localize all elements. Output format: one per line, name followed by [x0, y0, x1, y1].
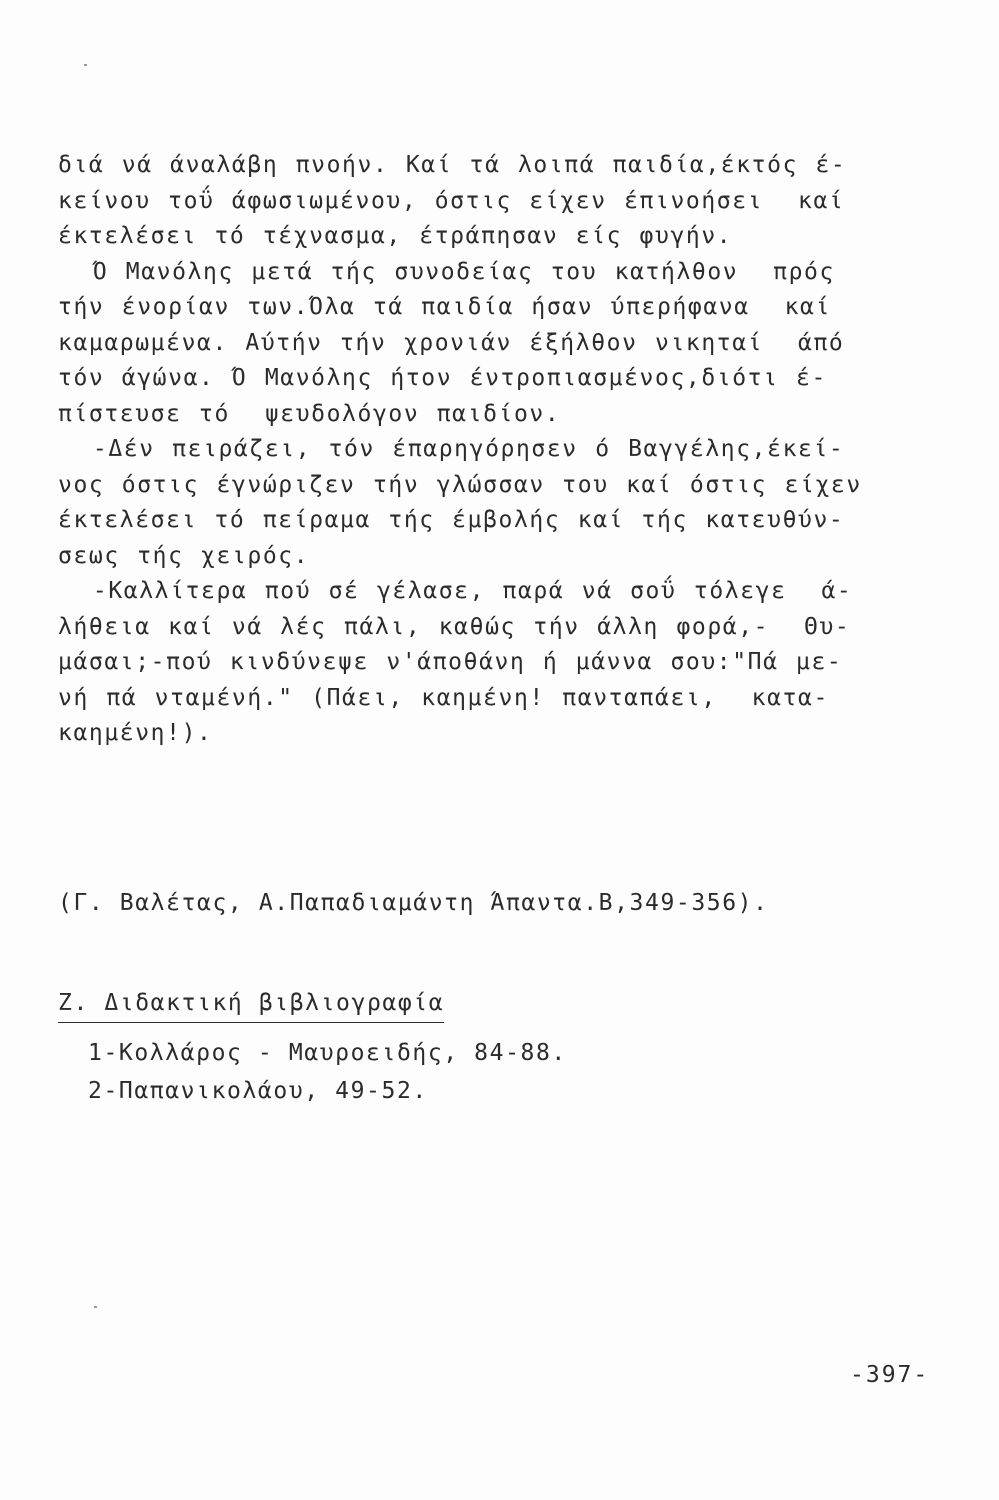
bibliography-item: 1-Κολλάρος - Μαυροειδής, 84-88.	[88, 1040, 567, 1066]
text-line: σεως τής χειρός.	[58, 542, 310, 569]
text-line: τόν άγώνα. Ό Μανόλης ήτον έντροπιασμένος,διότι έ-	[58, 365, 827, 391]
text-line: τήν ένορίαν των.Όλα τά παιδία ήσαν ύπερήφανα καί	[58, 294, 831, 320]
text-line: διά νά άναλάβη πνοήν. Καί τά λοιπά παιδία,έκτός έ-	[58, 152, 847, 178]
scan-speck	[94, 1306, 97, 1308]
text-line: καημένη!).	[58, 720, 213, 746]
body-text	[58, 148, 918, 752]
text-line: μάσαι;-πού κινδύνεψε ν'άποθάνη ή μάννα σου:"Πά με-	[58, 649, 843, 675]
bibliography-item: 2-Παπανικολάου, 49-52.	[88, 1078, 428, 1104]
text-line: νή πά νταμένή." (Πάει, καημένη! πανταπάει, κατα-	[58, 684, 829, 711]
source-citation: (Γ. Βαλέτας, Α.Παπαδιαμάντη Άπαντα.Β,349-356).	[58, 890, 769, 916]
text-line: πίστευσε τό ψευδολόγον παιδίον.	[58, 400, 561, 427]
page-number: -397-	[850, 1362, 930, 1388]
text-line: κείνου τοΰ άφωσιωμένου, όστις είχεν έπινοήσει καί	[58, 187, 845, 214]
text-line: έκτελέσει τό πείραμα τής έμβολής καί τής κατευθύν-	[58, 507, 845, 533]
text-line: -Καλλίτερα πού σέ γέλασε, παρά νά σοΰ τόλεγε ά-	[58, 578, 853, 604]
bibliography-list	[88, 1034, 567, 1110]
scan-speck	[84, 64, 87, 66]
bibliography-heading: Ζ. Διδακτική βιβλιογραφία	[58, 990, 444, 1023]
text-line: καμαρωμένα. Αύτήν τήν χρονιάν έξήλθον νικηταί άπό	[58, 329, 845, 356]
text-line: νος όστις έγνώριζεν τήν γλώσσαν του καί όστις είχεν	[58, 471, 862, 498]
text-line: Ό Μανόλης μετά τής συνοδείας του κατήλθον πρός	[58, 258, 835, 285]
text-line: έκτελέσει τό τέχνασμα, έτράπησαν είς φυγήν.	[58, 223, 733, 249]
text-line: -Δέν πειράζει, τόν έπαρηγόρησεν ό Βαγγέλης,έκεί-	[58, 436, 845, 462]
text-line: λήθεια καί νά λές πάλι, καθώς τήν άλλη φορά,- Θυ-	[58, 613, 851, 640]
